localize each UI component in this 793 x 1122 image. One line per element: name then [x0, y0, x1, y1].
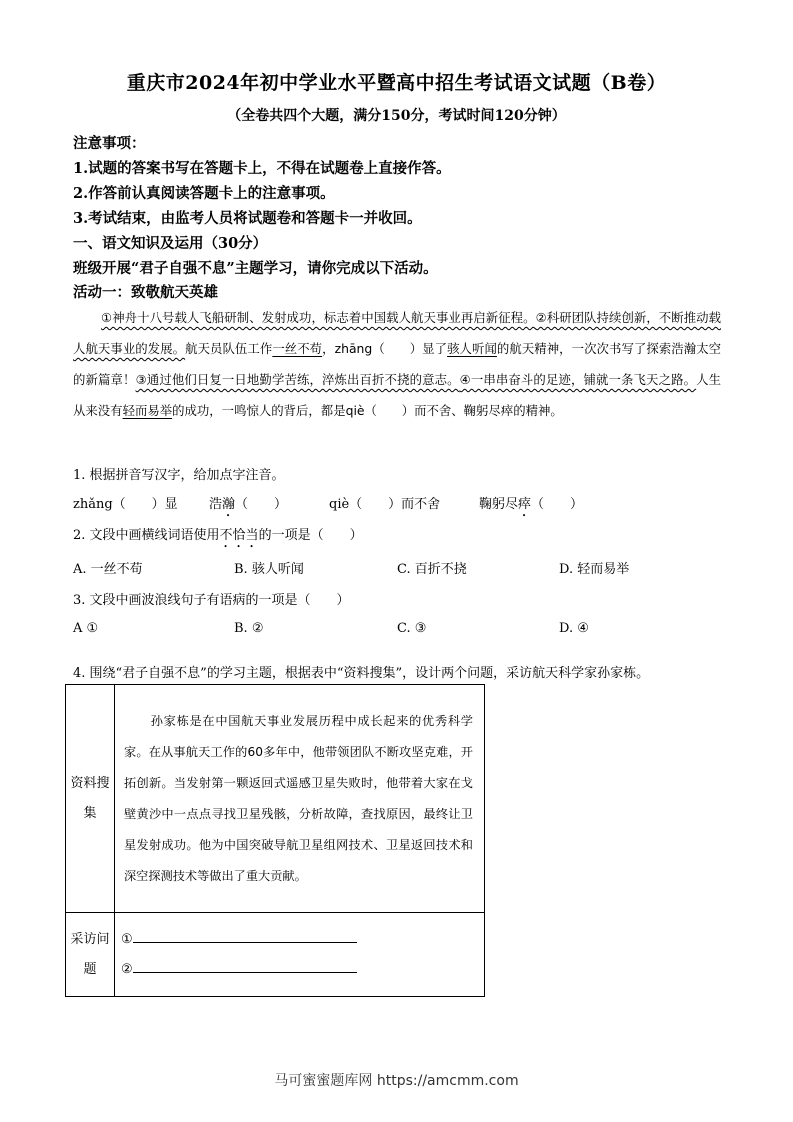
q3-stem: 3. 文段中画波浪线句子有语病的一项是（ ） — [73, 593, 350, 608]
q1-option: zhǎng（ ）显 — [73, 497, 178, 512]
answer-blank-1[interactable]: ① — [121, 925, 483, 955]
notice-item: 2.作答前认真阅读答题卡上的注意事项。 — [73, 185, 335, 202]
q3-option-b: B. ② — [234, 621, 264, 636]
q3-option-a: A ① — [73, 621, 99, 636]
notice-heading: 注意事项： — [73, 135, 146, 152]
q2-option-a: A. 一丝不苟 — [73, 562, 143, 577]
table-content — [115, 685, 485, 913]
answer-blank-2[interactable]: ② — [121, 955, 483, 985]
underlined-word: 一丝不苟 — [272, 341, 323, 356]
q1-option: 鞠躬尽瘁（ ） — [479, 497, 584, 512]
q2-option-d: D. 轻而易举 — [559, 562, 630, 577]
activity-heading: 活动一：致敬航天英雄 — [73, 284, 218, 301]
q1-option: 浩瀚（ ） — [209, 497, 288, 512]
q1-stem: 1. 根据拼音写汉字，给加点字注音。 — [73, 468, 285, 483]
page-title: 重庆市2024年初中学业水平暨高中招生考试语文试题（B卷） — [126, 72, 667, 94]
notice-item: 3.考试结束，由监考人员将试题卷和答题卡一并收回。 — [73, 210, 422, 227]
sentence-2: ②科研团队持续创新，不断推动载人航天事业的发展。 — [73, 310, 722, 356]
sentence-4: ④一串串奋斗的足迹，铺就一条飞天之路。 — [459, 372, 697, 387]
q1-option: qiè（ ）而不舍 — [329, 497, 441, 512]
q2-option-c: C. 百折不挠 — [397, 562, 467, 577]
q3-option-d: D. ④ — [559, 621, 589, 636]
underlined-word: 骇人听闻 — [447, 341, 497, 356]
q4-stem: 4. 围绕“君子自强不息”的学习主题，根据表中“资料搜集”，设计两个问题，采访航天科学家孙家栋。 — [73, 666, 650, 681]
table-label-questions: 采访问题 — [66, 913, 115, 997]
sentence-1: ①神舟十八号载人飞船研制、发射成功，标志着中国载人航天事业再启新征程。 — [101, 310, 536, 325]
passage-text: 的航天精神，一次次书写了探索浩瀚太空的新篇章！ — [73, 341, 722, 387]
passage-text: 的成功，一鸣惊人的背后，都是qiè（ ）而不舍、鞠躬尽瘁的精神。 — [172, 403, 563, 418]
footer-watermark: 马可蜜蜜题库网 https://amcmm.com — [274, 1073, 519, 1089]
info-table — [65, 684, 485, 997]
table-answers — [115, 913, 485, 997]
sentence-3: ③通过他们日复一日地勤学苦练，淬炼出百折不挠的意志。 — [135, 372, 460, 387]
q2-stem: 2. 文段中画横线词语使用不恰当的一项是（ ） — [73, 528, 363, 543]
passage — [73, 302, 721, 426]
passage-text: 航天员队伍工作 — [185, 341, 273, 356]
passage-text: ，zhāng（ ）显了 — [322, 341, 448, 356]
materials-text: 孙家栋是在中国航天事业发展历程中成长起来的优秀科学家。在从事航天工作的60多年中，他带领团队不断攻坚克难，开拓创新。当发射第一颗返回式遥感卫星失败时，他带着大家在戈壁黄沙中一点点寻找卫星残骸，分析故障，查找原因，最终让卫星发射成功。他为中国突破导航卫星组网技术、卫星返回技术和深空探测技术等做出了重大贡献。 — [124, 713, 473, 883]
section-intro: 班级开展“君子自强不息”主题学习，请你完成以下活动。 — [73, 260, 438, 277]
q2-option-b: B. 骇人听闻 — [234, 562, 304, 577]
notice-item: 1.试题的答案书写在答题卡上，不得在试题卷上直接作答。 — [73, 160, 451, 177]
page-subtitle: （全卷共四个大题，满分150分，考试时间120分钟） — [227, 108, 566, 124]
underlined-word: 轻而易举 — [122, 403, 173, 418]
passage-text: 人生从来没有 — [73, 372, 722, 418]
table-label-materials: 资料搜集 — [66, 685, 115, 913]
section-heading: 一、语文知识及运用（30分） — [73, 235, 268, 252]
q3-option-c: C. ③ — [397, 621, 427, 636]
